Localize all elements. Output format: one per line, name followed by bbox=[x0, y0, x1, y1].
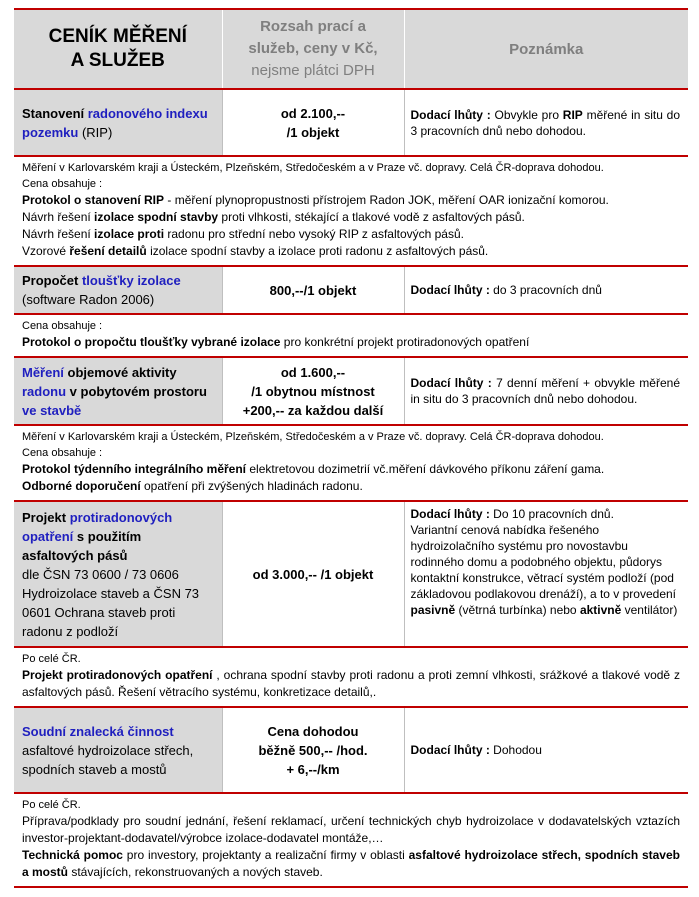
table-row bbox=[14, 89, 688, 156]
service-name: Propočet tloušťky izolace (software Radon 2006) bbox=[14, 266, 222, 314]
service-note: Dodací lhůty : Obvykle pro RIP měřené in situ do 3 pracovních dnů nebo dohodou. bbox=[404, 89, 688, 156]
service-price: od 3.000,-- /1 objekt bbox=[222, 501, 404, 647]
service-price: od 1.600,-- /1 obytnou místnost +200,-- za každou další bbox=[222, 357, 404, 425]
service-name: Projekt protiradonových opatření s použitím asfaltových pásů dle ČSN 73 0600 / 73 0606 Hydroizolace staveb a ČSN 73 0601 Ochrana staveb proti radonu z podloží bbox=[14, 501, 222, 647]
service-detail: Měření v Karlovarském kraji a Ústeckém, Plzeňském, Středočeském a v Praze vč. dopravy. Celá ČR-doprava dohodou. Cena obsahuje : Protokol o stanovení RIP - měření plynopropustnosti přístrojem Radon JOK, měření OAR ionizační komorou. Návrh řešení izolace spodní stavby proti vlhkosti, stékající a tlakové vodě z asfaltových pásů. Návrh řešení izolace proti radonu pro střední nebo vysoký RIP z asfaltových pásů. Vzorové řešení detailů izolace spodní stavby a izolace proti radonu z asfaltových pásů. bbox=[14, 156, 688, 266]
service-detail-row bbox=[14, 425, 688, 501]
table-row bbox=[14, 266, 688, 314]
service-detail: Po celé ČR. Projekt protiradonových opatření , ochrana spodní stavby proti radonu a proti zemní vlhkosti, srážkové a tlakové vodě z asfaltových pásů. Řešení větracího systému, konkretizace detailů,. bbox=[14, 647, 688, 707]
table-row bbox=[14, 501, 688, 647]
service-name: Soudní znalecká činnost asfaltové hydroizolace střech, spodních staveb a mostů bbox=[14, 707, 222, 793]
table-row bbox=[14, 357, 688, 425]
table-row bbox=[14, 707, 688, 793]
service-note: Dodací lhůty : do 3 pracovních dnů bbox=[404, 266, 688, 314]
service-detail: Měření v Karlovarském kraji a Ústeckém, Plzeňském, Středočeském a v Praze vč. dopravy. Celá ČR-doprava dohodou. Cena obsahuje : Protokol týdenního integrálního měření elektretovou dozimetrií vč.měření dávkového příkonu záření gama. Odborné doporučení opatření při zvýšených hladinách radonu. bbox=[14, 425, 688, 501]
service-price: Cena dohodou běžně 500,-- /hod. + 6,--/km bbox=[222, 707, 404, 793]
service-detail-row bbox=[14, 793, 688, 887]
table-header-row bbox=[14, 9, 688, 89]
service-note: Dodací lhůty : 7 denní měření + obvykle měřené in situ do 3 pracovních dnů nebo dohodou. bbox=[404, 357, 688, 425]
header-title: CENÍK MĚŘENÍ A SLUŽEB bbox=[14, 9, 222, 89]
service-note: Dodací lhůty : Dohodou bbox=[404, 707, 688, 793]
service-name: Stanovení radonového indexu pozemku (RIP) bbox=[14, 89, 222, 156]
service-price: od 2.100,-- /1 objekt bbox=[222, 89, 404, 156]
service-detail-row bbox=[14, 156, 688, 266]
service-detail-row bbox=[14, 314, 688, 357]
header-price-column: Rozsah prací a služeb, ceny v Kč, nejsme plátci DPH bbox=[222, 9, 404, 89]
pricing-table bbox=[14, 8, 688, 888]
service-note: Dodací lhůty : Do 10 pracovních dnů. Variantní cenová nabídka řešeného hydroizolačního systému pro novostavbu rodinného domu a podobného objektu, půdorys kontaktní konstrukce, větrací systém podloží (pod základovou podlakovou drenáží), a to v provedení pasivně (větrná turbínka) nebo aktivně ventilátor) bbox=[404, 501, 688, 647]
service-detail: Cena obsahuje : Protokol o propočtu tloušťky vybrané izolace pro konkrétní projekt protiradonových opatření bbox=[14, 314, 688, 357]
service-detail: Po celé ČR. Příprava/podklady pro soudní jednání, řešení reklamací, určení technických chyb hydroizolace v dodavatelských vztazích investor-projektant-dodavatel/výrobce izolace-dodavatel montáže,… Technická pomoc pro investory, projektanty a realizační firmy v oblasti asfaltové hydroizolace střech, spodních staveb a mostů stávajících, rekonstruovaných a nových staveb. bbox=[14, 793, 688, 887]
service-detail-row bbox=[14, 647, 688, 707]
service-name: Měření objemové aktivity radonu v pobytovém prostoru ve stavbě bbox=[14, 357, 222, 425]
service-price: 800,--/1 objekt bbox=[222, 266, 404, 314]
header-note-column: Poznámka bbox=[404, 9, 688, 89]
